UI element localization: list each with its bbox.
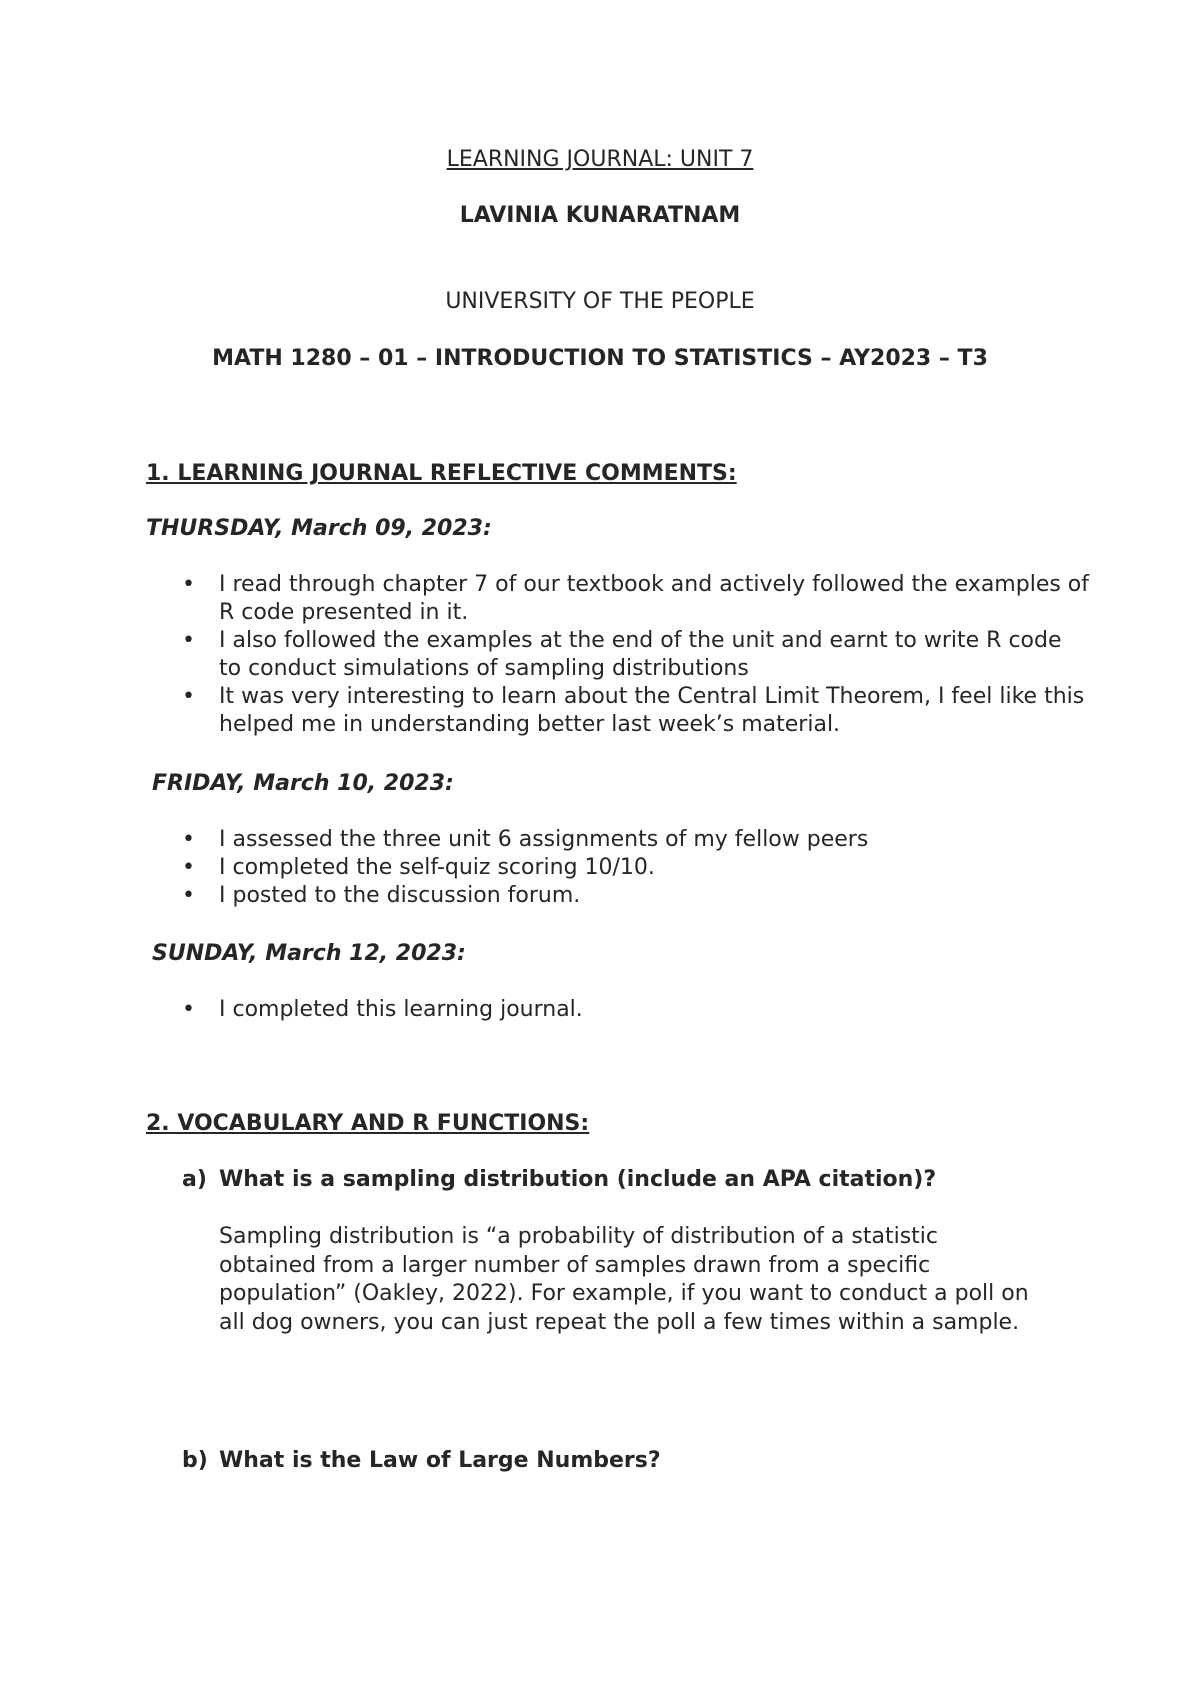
bullet-icon: •	[182, 827, 195, 852]
thursday-list	[0, 571, 1200, 739]
section1-heading: 1. LEARNING JOURNAL REFLECTIVE COMMENTS:	[146, 461, 737, 486]
bullet-icon: •	[182, 628, 195, 653]
day-label-sunday: SUNDAY, March 12, 2023:	[152, 941, 466, 966]
bullet-icon: •	[182, 997, 195, 1022]
bullet-icon: •	[182, 855, 195, 880]
question-a-answer: Sampling distribution is “a probability of distribution of a statistic obtained from a larger number of samples drawn from a specific population” (Oakley, 2022). For example, if you want to conduct a poll on all dog owners, you can just repeat the poll a few times within a sample.	[219, 1224, 1029, 1335]
list-item: • I posted to the discussion forum.	[182, 883, 581, 908]
journal-title: LEARNING JOURNAL: UNIT 7	[446, 147, 754, 172]
list-item: • I assessed the three unit 6 assignments of my fellow peers	[182, 827, 869, 852]
course-title: MATH 1280 – 01 – INTRODUCTION TO STATISTICS – AY2023 – T3	[212, 346, 988, 371]
list-item: • I completed the self-quiz scoring 10/10.	[182, 855, 655, 880]
question-a-label: a)	[182, 1167, 207, 1192]
university-name: UNIVERSITY OF THE PEOPLE	[445, 289, 755, 314]
bullet-icon: •	[182, 883, 195, 908]
list-item: • It was very interesting to learn about the Central Limit Theorem, I feel like this helped me in understanding better last week’s material.	[182, 684, 1085, 737]
question-b-label: b)	[182, 1448, 208, 1473]
day-label-friday: FRIDAY, March 10, 2023:	[152, 771, 454, 796]
question-a-text: What is a sampling distribution (include an APA citation)?	[219, 1167, 937, 1192]
list-item: • I read through chapter 7 of our textbook and actively followed the examples of R code presented in it.	[182, 572, 1090, 625]
bullet-icon: •	[182, 572, 195, 597]
sunday-list	[0, 996, 1200, 1024]
bullet-icon: •	[182, 684, 195, 709]
friday-list	[0, 826, 1200, 910]
list-item: • I completed this learning journal.	[182, 997, 583, 1022]
author-name: LAVINIA KUNARATNAM	[459, 203, 741, 228]
day-label-thursday: THURSDAY, March 09, 2023:	[146, 516, 492, 541]
list-item: • I also followed the examples at the end of the unit and earnt to write R code to conduct simulations of sampling distributions	[182, 628, 1062, 681]
question-b-text: What is the Law of Large Numbers?	[219, 1448, 661, 1473]
section2-heading: 2. VOCABULARY AND R FUNCTIONS:	[146, 1111, 590, 1136]
